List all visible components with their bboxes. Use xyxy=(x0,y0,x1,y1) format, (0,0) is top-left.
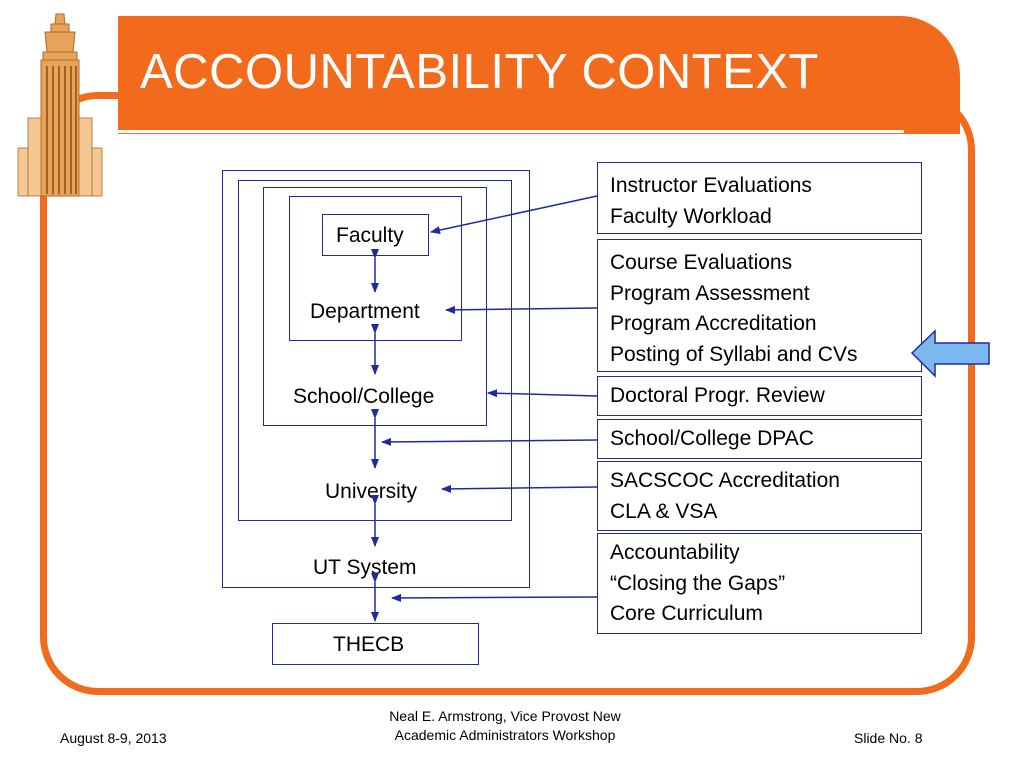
arrow-to-university xyxy=(442,487,597,489)
slide-title: ACCOUNTABILITY CONTEXT xyxy=(140,45,819,99)
footer-slide-number: Slide No. 8 xyxy=(854,730,923,746)
department-label: Department xyxy=(310,300,420,323)
arrow-to-faculty xyxy=(431,196,597,232)
right-box-instructor: Instructor Evaluations Faculty Workload xyxy=(597,162,922,234)
highlight-pointer-arrow xyxy=(912,331,989,376)
school-college-label: School/College xyxy=(293,385,435,408)
footer-date: August 8-9, 2013 xyxy=(60,730,167,746)
arrow-to-school xyxy=(488,393,597,396)
right-box-accountability: Accountability “Closing the Gaps” Core Curriculum xyxy=(597,533,922,634)
faculty-label: Faculty xyxy=(336,224,404,247)
arrow-to-dpac xyxy=(382,440,597,442)
arrow-to-department xyxy=(446,308,597,310)
university-label: University xyxy=(325,480,418,503)
thecb-label: THECB xyxy=(333,633,405,656)
footer-presenter: Neal E. Armstrong, Vice Provost New Academic Administrators Workshop xyxy=(389,708,621,743)
right-box-dpac: School/College DPAC xyxy=(597,419,922,459)
right-box-doctoral: Doctoral Progr. Review xyxy=(597,376,922,416)
right-box-sacscoc: SACSCOC Accreditation CLA & VSA xyxy=(597,461,922,531)
arrow-to-system xyxy=(392,597,597,598)
ut-system-label: UT System xyxy=(313,556,417,579)
right-box-course: Course Evaluations Program Assessment Program Accreditation Posting of Syllabi and CVs xyxy=(597,239,922,372)
